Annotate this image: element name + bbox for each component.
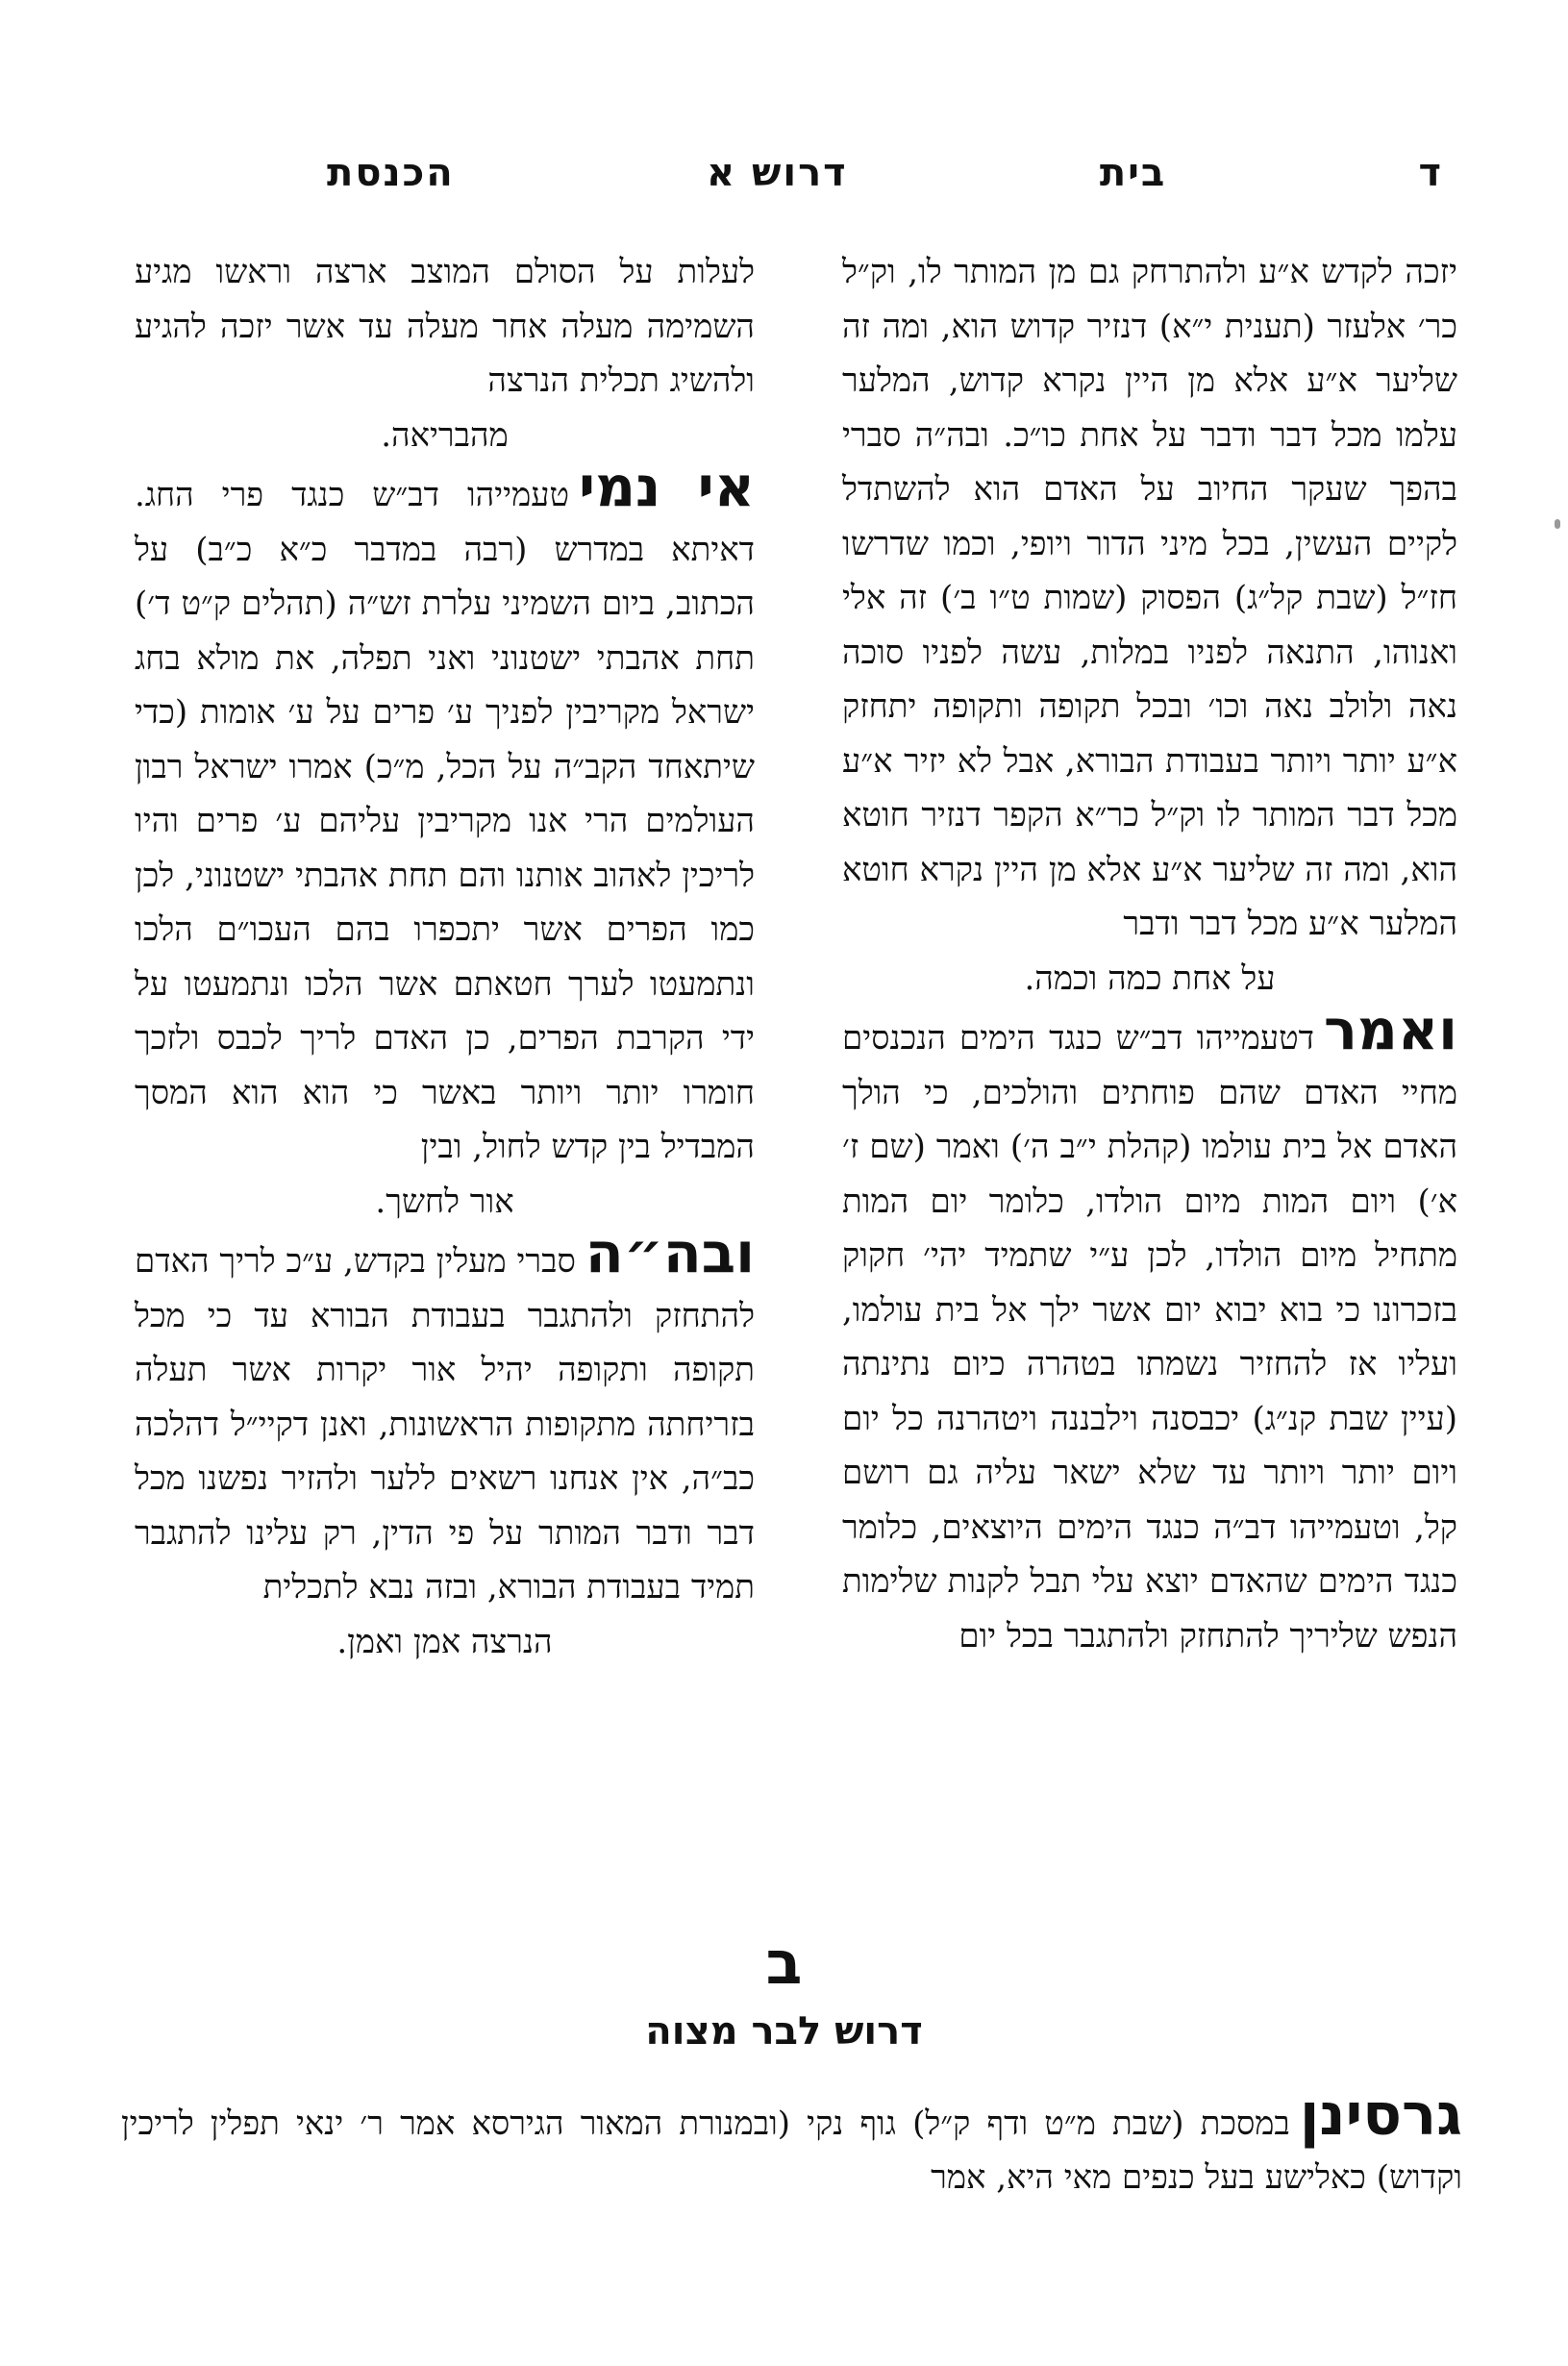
left-paragraph-2	[135, 454, 755, 1175]
header-page-number: ד	[1418, 151, 1443, 195]
left-paragraph-1-end: מהבריאה.	[381, 415, 509, 455]
section-text: במסכת (שבת מ״ט ודף ק״ל) גוף נקי (ובמנורת המאור הגירסא אמר ר׳ ינאי תפלין לריכין וקדוש) כאלישע בעל כנפים מאי היא, אמר	[121, 2104, 1462, 2197]
section-title: דרוש לבר מצוה	[645, 2009, 923, 2054]
left-paragraph-3-text: סברי מעלין בקדש, ע״כ לריך האדם להתחזק ולהתגבר בעבודת הבורא עד כי מכל תקופה ותקופה יהיל אור יקרות אשר תעלה בזריחתה מתקופות הראשונות, ואנן דקיי״ל דהלכה כב״ה, אין אנחנו רשאים ללער ולהזיר נפשנו מכל דבר ודבר המותר על פי הדין, רק עלינו להתגבר תמיד בעבודת הבורא, ובזה נבא לתכלית	[135, 1242, 755, 1606]
section-body	[121, 2081, 1462, 2204]
running-header	[327, 144, 1443, 202]
left-paragraph-3-lead-word: ובה״ה	[585, 1220, 755, 1285]
header-title-right: בית	[1099, 151, 1167, 195]
left-paragraph-3	[135, 1220, 755, 1615]
left-paragraph-2-lead-word: אי נמי	[579, 454, 755, 519]
left-paragraph-2-end: אור לחשך.	[375, 1182, 514, 1221]
right-paragraph-2	[842, 997, 1457, 1663]
right-paragraph-1-end: על אחת כמה וכמה.	[1024, 959, 1276, 998]
left-paragraph-1: לעלות על הסולם המוצב ארצה וראשו מגיע השמימה מעלה אחר מעלה עד אשר יזכה להגיע ולהשיג תכלית הנרצה	[135, 253, 755, 400]
left-paragraph-2-text: טעמייהו דב״ש כנגד פרי החג. דאיתא במדרש (רבה במדבר כ״א כ״ב) על הכתוב, ביום השמיני עלרת זש״ה (תהלים ק״ט ד׳) תחת אהבתי ישטנוני ואני תפלה, את מולא בחג ישראל מקריבין לפניך ע׳ פרים על ע׳ אומות (כדי שיתאחד הקב״ה על הכל, מ״כ) אמרו ישראל רבון העולמים הרי אנו מקריבין עליהם ע׳ פרים והיו לריכין לאהוב אותנו והם תחת אהבתי ישטנוני, לכן כמו הפרים אשר יתכפרו בהם העכו״ם הלכו ונתמעטו לערך חטאתם אשר הלכו ונתמעטו על ידי הקרבת הפרים, כן האדם לריך לכבס ולזכך חומרו יותר ויותר באשר כי הוא הוא המסך המבדיל בין קדש לחול, ובין	[135, 476, 755, 1166]
header-title-left: הכנסת	[327, 151, 455, 195]
right-column	[842, 245, 1457, 1663]
section-letter: ב	[765, 1928, 803, 1998]
left-column	[135, 245, 755, 1669]
section-lead-word: גרסינן	[1299, 2081, 1462, 2149]
right-paragraph-2-lead-word: ואמר	[1323, 997, 1457, 1062]
header-title-center: דרוש א	[706, 151, 848, 195]
right-paragraph-1: יזכה לקדש א״ע ולהתרחק גם מן המותר לו, וק״ל כר׳ אלעזר (תענית י״א) דנזיר קדוש הוא, ומה זה שליער א״ע אלא מן היין נקרא קדוש, המלער עלמו מכל דבר ודבר על אחת כו״כ. ובה״ה סברי בהפך שעקר החיוב על האדם הוא להשתדל לקיים העשין, בכל מיני הדור ויופי, וכמו שדרשו חז״ל (שבת קל״ג) הפסוק (שמות ט״ו ב׳) זה אלי ואנוהו, התנאה לפניו במלות, עשה לפניו סוכה נאה ולולב נאה וכו׳ ובכל תקופה ותקופה יתחזק א״ע יותר ויותר בעבודת הבורא, אבל לא יזיר א״ע מכל דבר המותר לו וק״ל כר״א הקפר דנזיר חוטא הוא, ומה זה שליער א״ע אלא מן היין נקרא חוטא המלער א״ע מכל דבר ודבר	[842, 253, 1457, 943]
left-paragraph-3-end: הנרצה אמן ואמן.	[336, 1622, 553, 1661]
print-speck	[1555, 519, 1560, 529]
right-paragraph-2-text: דטעמייהו דב״ש כנגד הימים הנכנסים מחיי האדם שהם פוחתים והולכים, כי הולך האדם אל בית עולמו (קהלת י״ב ה׳) ואמר (שם ז׳ א׳) ויום המות מיום הולדו, כלומר יום המות מתחיל מיום הולדו, לכן ע״י שתמיד יהי׳ חקוק בזכרונו כי בוא יבוא יום אשר ילך אל בית עולמו, ועליו אז להחזיר נשמתו בטהרה כיום נתינתה (עיין שבת קנ״ג) יכבסנה וילבננה ויטהרנה כל יום ויום יותר ויותר עד שלא ישאר עליה גם רושם קל, וטעמייהו דב״ה כנגד הימים היוצאים, כלומר כנגד הימים שהאדם יוצא עלי תבל לקנות שלימות הנפש שליריך להתחזק ולהתגבר בכל יום	[842, 1019, 1457, 1656]
